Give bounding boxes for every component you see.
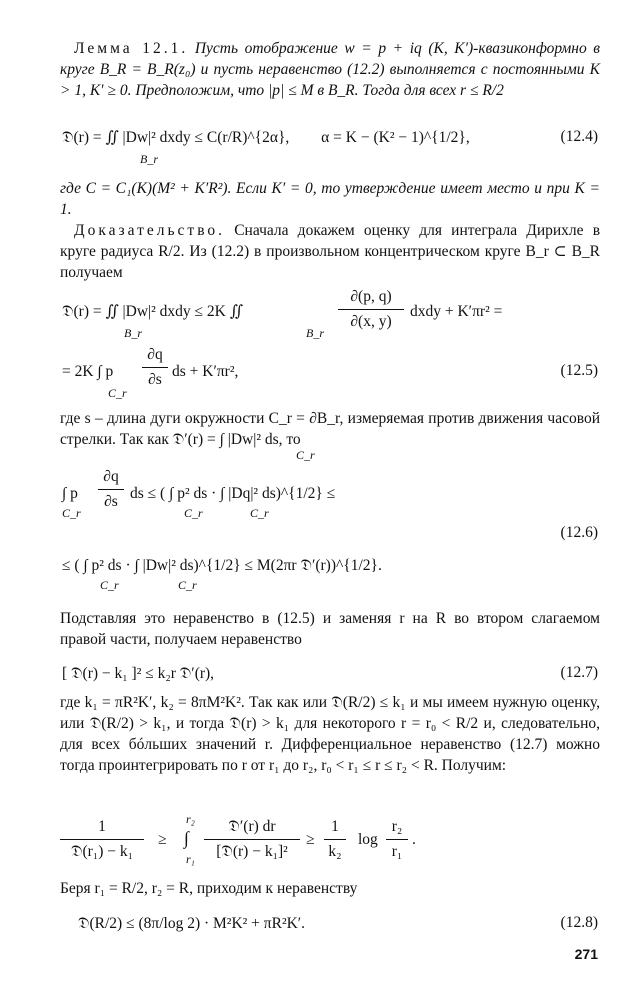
ineq-frac4-den: r₁ bbox=[391, 843, 403, 860]
arc-length-subscript: C_r bbox=[296, 448, 315, 462]
proof-paragraph bbox=[60, 220, 600, 283]
eq-12-5-sub2: B_r bbox=[306, 326, 324, 340]
arc-length-paragraph: где s – длина дуги окружности C_r = ∂B_r, измеряемая против движения часовой стрелки. Так как 𝔇′(r) = ∫ |Dw|² ds, то bbox=[60, 410, 600, 448]
eq-12-6-frac-den: ∂s bbox=[104, 493, 118, 510]
eq-12-7-number: (12.7) bbox=[560, 664, 598, 681]
ineq-frac1-num: 1 bbox=[98, 818, 106, 835]
eq-12-8-main: 𝔇(R/2) ≤ (8π/log 2) · M²K² + πR²K′. bbox=[78, 915, 306, 932]
eq-12-7-main: [ 𝔇(r) − k₁ ]² ≤ k₂r 𝔇′(r), bbox=[62, 665, 215, 682]
equation-12-4 bbox=[62, 128, 470, 148]
eq-12-5-sub1: B_r bbox=[124, 326, 142, 340]
ineq-frac3-num: 1 bbox=[331, 818, 339, 835]
eq-12-6-line1-sub-a: C_r bbox=[62, 506, 81, 520]
eq-12-5-line2-left: = 2K ∫ p bbox=[62, 363, 114, 380]
eq-12-6-number: (12.6) bbox=[560, 524, 598, 541]
eq-12-6-line1-sub-b: C_r bbox=[184, 506, 203, 520]
ineq-frac2-num: 𝔇′(r) dr bbox=[228, 818, 276, 835]
ineq-int-lower: r₁ bbox=[186, 852, 195, 866]
eq-12-6-line2-sub-a: C_r bbox=[100, 578, 119, 592]
ineq-integral: ∫ bbox=[184, 828, 189, 848]
eq-12-5-line2-frac-den: ∂s bbox=[148, 371, 162, 388]
eq-12-5-line1-right: dxdy + K′πr² = bbox=[410, 303, 503, 320]
eq-12-6-line1-sub-c: C_r bbox=[250, 506, 269, 520]
ineq-frac2-den: [𝔇(r) − k₁]² bbox=[216, 843, 288, 860]
ineq-frac4-num: r₂ bbox=[391, 818, 403, 835]
lemma-statement: Пусть отображение w = p + iq (K, K′)-квазиконформно в круге B_R = B_R(z₀) и пусть неравенство (12.2) выполняется с постоянными K > 1, K′ ≥ 0. Предположим, что |p| ≤ M в B_R. Тогда для всех r ≤ R/2 bbox=[60, 40, 601, 99]
ineq-frac2 bbox=[204, 818, 300, 861]
ineq-geq1: ≥ bbox=[158, 831, 167, 848]
eq-12-6-line1-left: ∫ p bbox=[62, 485, 78, 502]
ineq-frac1 bbox=[60, 818, 144, 861]
eq-12-6-dq-ds-fraction bbox=[98, 468, 124, 511]
eq-12-5-line2-sub: C_r bbox=[108, 386, 127, 400]
ineq-frac1-den: 𝔇(r₁) − k₁ bbox=[70, 843, 134, 860]
eq-12-8-number: (12.8) bbox=[560, 914, 598, 931]
eq-12-4-subscript: B_r bbox=[140, 152, 158, 166]
ineq-end: . bbox=[412, 831, 416, 848]
eq-12-6-line2-sub-b: C_r bbox=[178, 578, 197, 592]
eq-12-6-frac-num: ∂q bbox=[103, 468, 119, 485]
eq-12-4-alpha: α = K − (K² − 1)^{1/2}, bbox=[321, 129, 470, 146]
eq-12-5-frac-den: ∂(x, y) bbox=[350, 313, 392, 330]
eq-12-4-main: 𝔇(r) = ∬ |Dw|² dxdy ≤ C(r/R)^{2α}, bbox=[62, 129, 290, 146]
eq-12-5-jacobian-fraction bbox=[338, 288, 404, 331]
ineq-frac3 bbox=[324, 818, 346, 861]
lemma-tail: где C = C₁(K)(M² + K′R²). Если K′ = 0, то утверждение имеет место и при K = 1. bbox=[60, 180, 600, 218]
proof-label: Доказательство. bbox=[74, 222, 226, 239]
eq-12-6-line2: ≤ ( ∫ p² ds · ∫ |Dw|² ds)^{1/2} ≤ M(2πr 𝔇′(r))^{1/2}. bbox=[62, 557, 382, 574]
eq-12-5-line2-right: ds + K′πr², bbox=[172, 363, 239, 380]
eq-12-5-line1 bbox=[62, 302, 243, 322]
eq-12-5-line1-left: 𝔇(r) = ∬ |Dw|² dxdy ≤ 2K ∬ bbox=[62, 303, 243, 320]
page-number: 271 bbox=[574, 946, 598, 962]
eq-12-5-line2-frac-num: ∂q bbox=[147, 346, 163, 363]
k-constants-paragraph: где k₁ = πR²K′, k₂ = 8πM²K². Так как или 𝔇(R/2) ≤ k₁ и мы имеем нужную оценку, или 𝔇(R/2) > k₁, и тогда 𝔇(r) > k₁ для некоторого r = r₀ < R/2 и, следовательно, для всех бóльших значений r. Дифференциальное неравенство (12.7) можно тогда проинтегрировать по r от r₁ до r₂, r₀ < r₁ ≤ r ≤ r₂ < R. Получим: bbox=[60, 694, 600, 774]
ineq-geq2: ≥ bbox=[306, 831, 315, 848]
eq-12-4-number: (12.4) bbox=[560, 128, 598, 145]
ineq-log: log bbox=[358, 831, 378, 848]
ineq-frac4 bbox=[386, 818, 408, 861]
ineq-frac3-den: k₂ bbox=[328, 843, 342, 860]
eq-12-5-dq-ds-fraction bbox=[142, 346, 168, 389]
substitution-paragraph: Подставляя это неравенство в (12.5) и заменяя r на R во втором слагаемом правой части, получаем неравенство bbox=[60, 610, 600, 648]
eq-12-6-line1-right: ds ≤ ( ∫ p² ds · ∫ |Dq|² ds)^{1/2} ≤ bbox=[130, 485, 336, 502]
ineq-int-upper: r₂ bbox=[186, 812, 195, 826]
lemma-paragraph bbox=[60, 38, 600, 101]
lemma-label: Лемма 12.1. bbox=[74, 40, 189, 57]
proof-text: Сначала докажем оценку для интеграла Дирихле в круге радиуса R/2. Из (12.2) в произвольном концентрическом круге B_r ⊂ B_R получаем bbox=[60, 222, 601, 281]
eq-12-5-number: (12.5) bbox=[560, 362, 598, 379]
eq-12-5-frac-num: ∂(p, q) bbox=[350, 288, 392, 305]
final-paragraph: Беря r₁ = R/2, r₂ = R, приходим к неравенству bbox=[60, 880, 358, 897]
